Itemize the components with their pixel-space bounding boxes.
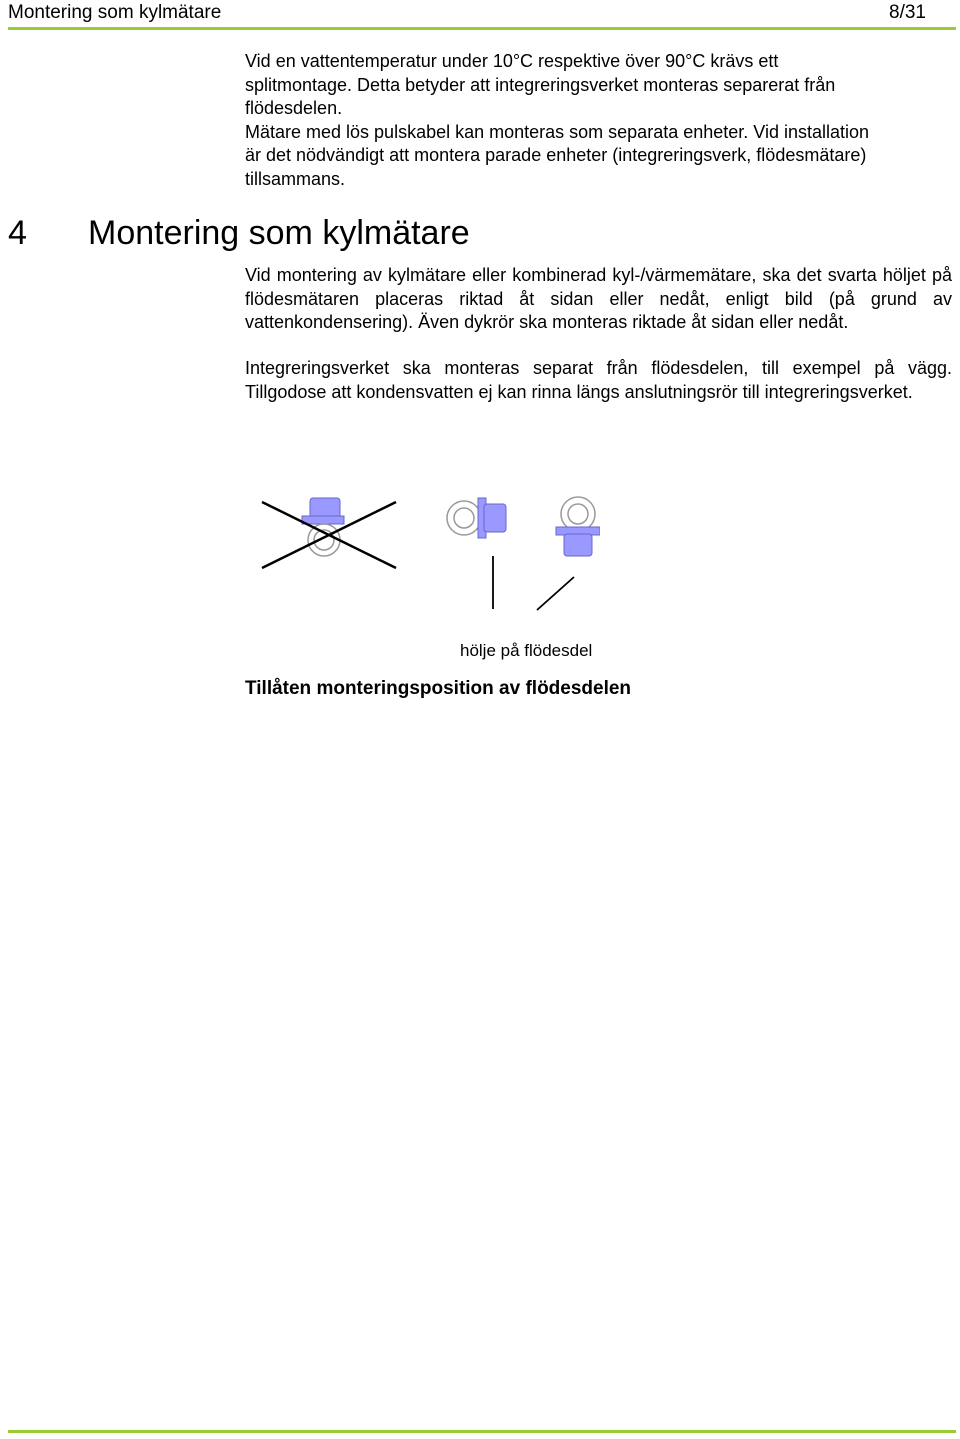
intro-line: är det nödvändigt att montera parade enheter (integreringsverk, flödesmätare) bbox=[245, 145, 867, 165]
intro-paragraph bbox=[245, 50, 952, 191]
housing-body bbox=[310, 498, 340, 518]
section-paragraph-1: Vid montering av kylmätare eller kombinerad kyl-/värmemätare, ska det svarta höljet på flödesmätaren placeras riktad åt sidan eller nedåt, enligt bild (på grund av vattenkondensering). Även dykrör ska monteras riktade åt sidan eller nedåt. bbox=[245, 265, 952, 332]
header-rule bbox=[8, 27, 956, 30]
section-number: 4 bbox=[8, 214, 27, 252]
intro-line: Vid en vattentemperatur under 10°C respektive över 90°C krävs ett bbox=[245, 51, 779, 71]
page-header bbox=[8, 0, 926, 28]
header-title: Montering som kylmätare bbox=[8, 2, 222, 23]
housing-flange bbox=[302, 516, 344, 524]
housing-down-allowed bbox=[556, 497, 600, 556]
pipe-inner bbox=[568, 504, 588, 524]
figure-title: Tillåten monteringsposition av flödesdelen bbox=[245, 678, 632, 699]
housing-body bbox=[484, 504, 506, 532]
figure-label: hölje på flödesdel bbox=[460, 641, 593, 660]
leader-line bbox=[537, 577, 574, 610]
section-paragraph-2: Integreringsverket ska monteras separat från flödesdelen, till exempel på vägg. Tillgodose att kondensvatten ej kan rinna längs anslutningsrör till integreringsverket. bbox=[245, 358, 952, 402]
page-number: 8/31 bbox=[889, 2, 926, 23]
section-heading bbox=[8, 211, 470, 255]
intro-line: tillsammans. bbox=[245, 168, 346, 189]
housing-body bbox=[564, 534, 592, 556]
intro-line: Mätare med lös pulskabel kan monteras som separata enheter. Vid installation bbox=[245, 121, 870, 142]
mounting-figure bbox=[240, 480, 600, 620]
footer-rule bbox=[8, 1430, 956, 1433]
intro-line: splitmontage. Detta betyder att integreringsverket monteras separerat från bbox=[245, 74, 836, 95]
pipe-inner bbox=[454, 508, 474, 528]
housing-up-disallowed bbox=[302, 498, 344, 556]
intro-line: flödesdelen. bbox=[245, 98, 343, 118]
housing-side-allowed bbox=[447, 498, 506, 538]
section-title: Montering som kylmätare bbox=[88, 214, 470, 252]
